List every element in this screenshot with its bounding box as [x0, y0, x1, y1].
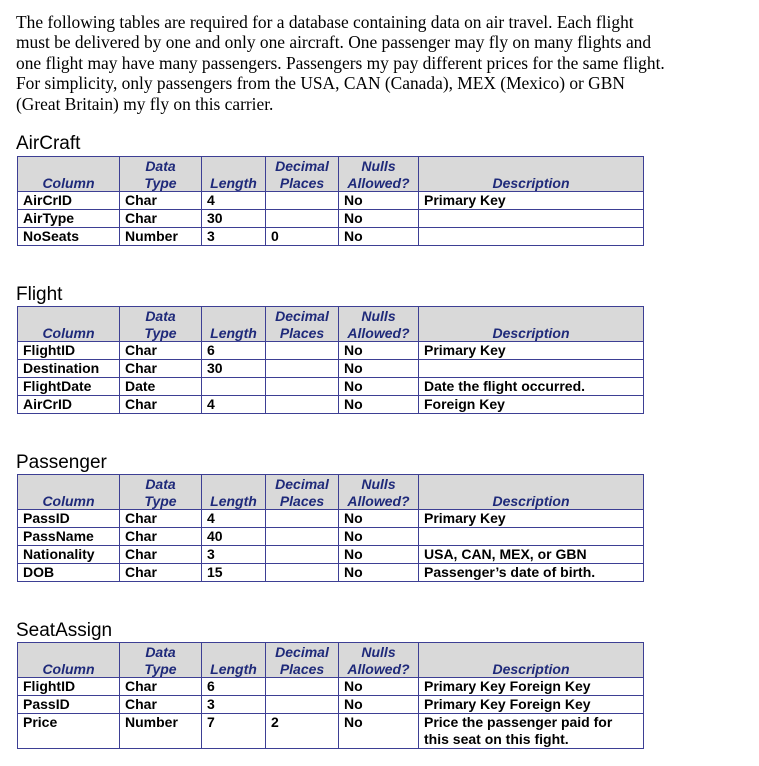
cell-decimal	[266, 546, 339, 564]
cell-length: 15	[202, 564, 266, 582]
table-row	[18, 564, 644, 582]
cell-length: 6	[202, 342, 266, 360]
table-row	[18, 210, 644, 228]
cell-column: NoSeats	[18, 228, 120, 246]
cell-length: 40	[202, 528, 266, 546]
header-column: Column	[18, 475, 120, 510]
table-row	[18, 528, 644, 546]
header-decimal-places: Decimal Places	[266, 475, 339, 510]
cell-decimal: 2	[266, 714, 339, 749]
cell-type: Char	[120, 192, 202, 210]
header-row	[18, 157, 644, 192]
header-length: Length	[202, 643, 266, 678]
cell-description	[419, 528, 644, 546]
cell-type: Char	[120, 546, 202, 564]
cell-description	[419, 210, 644, 228]
cell-description	[419, 228, 644, 246]
cell-description: Primary Key	[419, 342, 644, 360]
cell-column: PassID	[18, 510, 120, 528]
table-row	[18, 342, 644, 360]
cell-decimal	[266, 210, 339, 228]
cell-length: 30	[202, 360, 266, 378]
cell-description: USA, CAN, MEX, or GBN	[419, 546, 644, 564]
cell-description: Primary Key	[419, 192, 644, 210]
cell-column: FlightDate	[18, 378, 120, 396]
cell-nulls: No	[339, 342, 419, 360]
cell-column: AirCrID	[18, 192, 120, 210]
table-title-passenger: Passenger	[16, 452, 107, 473]
cell-length: 6	[202, 678, 266, 696]
header-length: Length	[202, 307, 266, 342]
table-title-flight: Flight	[16, 284, 63, 305]
aircraft-table	[17, 156, 644, 246]
table-row	[18, 714, 644, 749]
header-data-type: Data Type	[120, 157, 202, 192]
cell-decimal	[266, 342, 339, 360]
cell-decimal	[266, 528, 339, 546]
cell-type: Number	[120, 228, 202, 246]
cell-decimal: 0	[266, 228, 339, 246]
cell-description: Primary Key Foreign Key	[419, 678, 644, 696]
header-row	[18, 307, 644, 342]
cell-length: 4	[202, 396, 266, 414]
cell-column: PassID	[18, 696, 120, 714]
cell-length: 4	[202, 510, 266, 528]
header-data-type: Data Type	[120, 475, 202, 510]
cell-decimal	[266, 396, 339, 414]
header-decimal-places: Decimal Places	[266, 643, 339, 678]
cell-decimal	[266, 564, 339, 582]
header-nulls-allowed: Nulls Allowed?	[339, 643, 419, 678]
cell-length: 7	[202, 714, 266, 749]
header-decimal-places: Decimal Places	[266, 157, 339, 192]
cell-description: Primary Key Foreign Key	[419, 696, 644, 714]
table-row	[18, 360, 644, 378]
cell-nulls: No	[339, 396, 419, 414]
table-row	[18, 396, 644, 414]
cell-type: Char	[120, 678, 202, 696]
cell-type: Char	[120, 210, 202, 228]
cell-column: Nationality	[18, 546, 120, 564]
cell-column: DOB	[18, 564, 120, 582]
table-row	[18, 678, 644, 696]
cell-type: Char	[120, 342, 202, 360]
cell-description: Primary Key	[419, 510, 644, 528]
cell-nulls: No	[339, 678, 419, 696]
cell-nulls: No	[339, 210, 419, 228]
table-row	[18, 546, 644, 564]
cell-type: Number	[120, 714, 202, 749]
header-nulls-allowed: Nulls Allowed?	[339, 157, 419, 192]
cell-type: Char	[120, 360, 202, 378]
table-title-seatassign: SeatAssign	[16, 620, 113, 641]
cell-column: FlightID	[18, 342, 120, 360]
passenger-table	[17, 474, 644, 582]
cell-description: Foreign Key	[419, 396, 644, 414]
cell-nulls: No	[339, 228, 419, 246]
cell-description	[419, 360, 644, 378]
header-decimal-places: Decimal Places	[266, 307, 339, 342]
header-nulls-allowed: Nulls Allowed?	[339, 307, 419, 342]
cell-nulls: No	[339, 714, 419, 749]
table-row	[18, 228, 644, 246]
cell-column: AirCrID	[18, 396, 120, 414]
cell-type: Char	[120, 564, 202, 582]
intro-paragraph: The following tables are required for a database containing data on air travel. Each flight must be delivered by one and only one aircraft. One passenger may fly on many flights and one flight may have many passengers. Passengers my pay different prices for the same flight. For simplicity, only passengers from the USA, CAN (Canada), MEX (Mexico) or GBN (Great Britain) my fly on this carrier.	[16, 12, 665, 114]
cell-decimal	[266, 678, 339, 696]
cell-nulls: No	[339, 192, 419, 210]
cell-type: Char	[120, 396, 202, 414]
cell-column: Destination	[18, 360, 120, 378]
header-description: Description	[419, 157, 644, 192]
header-description: Description	[419, 307, 644, 342]
cell-nulls: No	[339, 378, 419, 396]
header-length: Length	[202, 157, 266, 192]
header-column: Column	[18, 157, 120, 192]
header-description: Description	[419, 475, 644, 510]
cell-nulls: No	[339, 696, 419, 714]
flight-table	[17, 306, 644, 414]
cell-length: 3	[202, 696, 266, 714]
header-description: Description	[419, 643, 644, 678]
cell-column: PassName	[18, 528, 120, 546]
header-row	[18, 643, 644, 678]
cell-decimal	[266, 510, 339, 528]
cell-length	[202, 378, 266, 396]
table-row	[18, 378, 644, 396]
cell-length: 3	[202, 546, 266, 564]
cell-length: 4	[202, 192, 266, 210]
table-row	[18, 192, 644, 210]
cell-nulls: No	[339, 564, 419, 582]
table-title-aircraft: AirCraft	[16, 133, 81, 154]
cell-length: 3	[202, 228, 266, 246]
cell-nulls: No	[339, 360, 419, 378]
cell-type: Date	[120, 378, 202, 396]
header-column: Column	[18, 643, 120, 678]
seatassign-table	[17, 642, 644, 749]
cell-type: Char	[120, 696, 202, 714]
cell-decimal	[266, 192, 339, 210]
cell-nulls: No	[339, 528, 419, 546]
cell-decimal	[266, 696, 339, 714]
cell-type: Char	[120, 510, 202, 528]
cell-column: Price	[18, 714, 120, 749]
table-row	[18, 510, 644, 528]
cell-description: Price the passenger paid for this seat on this fight.	[419, 714, 644, 749]
cell-length: 30	[202, 210, 266, 228]
cell-nulls: No	[339, 510, 419, 528]
header-row	[18, 475, 644, 510]
table-row	[18, 696, 644, 714]
cell-nulls: No	[339, 546, 419, 564]
cell-column: AirType	[18, 210, 120, 228]
header-length: Length	[202, 475, 266, 510]
cell-decimal	[266, 360, 339, 378]
cell-description: Date the flight occurred.	[419, 378, 644, 396]
cell-decimal	[266, 378, 339, 396]
cell-column: FlightID	[18, 678, 120, 696]
header-data-type: Data Type	[120, 307, 202, 342]
header-column: Column	[18, 307, 120, 342]
header-nulls-allowed: Nulls Allowed?	[339, 475, 419, 510]
header-data-type: Data Type	[120, 643, 202, 678]
cell-description: Passenger’s date of birth.	[419, 564, 644, 582]
cell-type: Char	[120, 528, 202, 546]
